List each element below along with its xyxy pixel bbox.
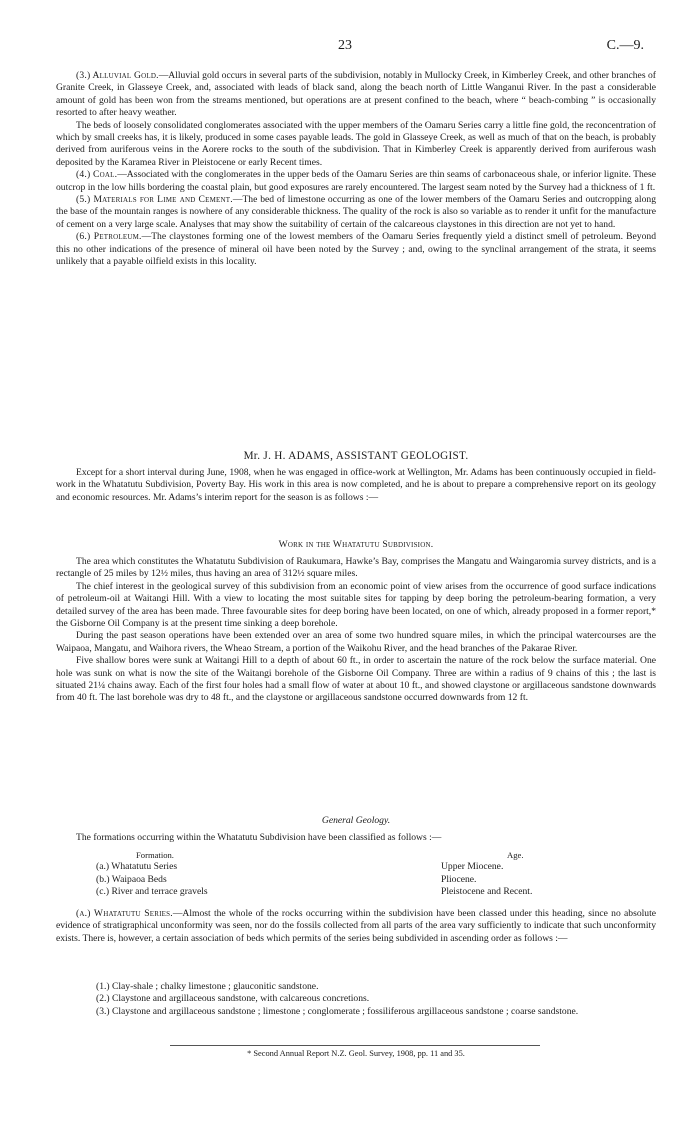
list-item: (2.) Claystone and argillaceous sandstone, with calcareous concretions. — [96, 993, 370, 1005]
column-header-formation: Formation. — [136, 850, 174, 860]
formations-table — [96, 849, 532, 899]
paragraph-adams-intro: Except for a short interval during June, 1908, when he was engaged in office-work at Wellington, Mr. Adams has been continuously occupied in field-work in the Whatatutu Subdivision, Poverty Bay. His work in this area is now completed, and he is about to prepare a comprehensive report on its geology and economic resources. Mr. Adams’s interim report for the season is as follows :— — [56, 467, 656, 503]
paragraph-whatatutu-series — [56, 908, 656, 945]
subsection-title-work: Work in the Whatatutu Subdivision. — [278, 539, 434, 550]
paragraph-petroleum-indications: The chief interest in the geological survey of this subdivision from an economic point of view arises from the occurrence of good surface indications of petroleum-oil at Waitangi Hill. With a view to locating the most suitable sites for tapping by deep boring the petroleum-bearing formation, a very detailed survey of the area has been made. Three favourable sites for deep boring have been located, on one of which, already proposed in a former report,* the Gisborne Oil Company is at the present time sinking a deep borehole. — [56, 580, 656, 630]
age-cell — [441, 874, 532, 886]
mineral-resources-section — [56, 70, 656, 269]
formation-age: Pliocene. — [441, 873, 477, 885]
heading-petroleum: (6.) Petroleum. — [76, 231, 142, 243]
adams-intro — [56, 467, 656, 504]
heading-alluvial-gold: (3.) Alluvial Gold. — [76, 70, 159, 81]
table-row — [96, 886, 532, 898]
text-lime-cement: —The bed of limestone occurring as one of the lower members of the Oamaru Series and outcropping along the base of the mountain ranges is nowhere of any considerable thickness. The quality of the rock is also so variable as to render it unfit for the manufacture of cement on a very large scale. Analyses that may show the suitability of certain of the calcareous claystones in this direction are not yet to hand. — [56, 194, 656, 230]
table-row — [96, 874, 532, 886]
age-cell — [441, 861, 532, 873]
table-header-row — [96, 849, 532, 861]
paragraph-geology-intro: The formations occurring within the Whatatutu Subdivision have been classified as follows :— — [76, 832, 442, 843]
beds-list — [96, 981, 656, 1018]
text-petroleum: —The claystones forming one of the lowest members of the Oamaru Series frequently yield a distinct smell of petroleum. Beyond this no other indications of the presence of mineral oil have been noted by the Survey ; and, owing to the synclinal arrangement of the strata, it seems unlikely that a payable oilfield exists in this locality. — [56, 231, 656, 268]
text-alluvial-gold: —Alluvial gold occurs in several parts of the subdivision, notably in Mullocky Creek, in Kimberley Creek, and other branches of Granite Creek, in Glasseye Creek, and, associated with leads of black sand, along the beach north of Little Wanganui River. In the past a considerable amount of gold has been won from the streams mentioned, but operations are at present confined to the beach, where “ beach-combing ” is occasionally resorted to after heavy weather. — [56, 70, 656, 119]
age-cell — [441, 886, 532, 898]
paragraph-area: The area which constitutes the Whatatutu Subdivision of Raukumara, Hawke’s Bay, comprises the Mangatu and Waingaromia survey districts, and is a rectangle of 25 miles by 12½ miles, thus having an area of 312½ square miles. — [56, 556, 656, 580]
formation-name: (c.) River and terrace gravels — [96, 886, 208, 898]
footnote: * Second Annual Report N.Z. Geol. Survey, 1908, pp. 11 and 35. — [247, 1049, 465, 1058]
document-reference: C.—9. — [606, 38, 644, 53]
paragraph-operations: During the past season operations have been extended over an area of some two hundred square miles, in which the principal watercourses are the Waipaoa, Mangatu, and Waihora rivers, the Wheao Stream, a portion of the Waikohu River, and the head branches of the Pakarae River. — [56, 630, 656, 654]
list-item: (3.) Claystone and argillaceous sandstone ; limestone ; conglomerate ; fossiliferous argillaceous sandstone ; coarse sandstone. — [96, 1005, 579, 1017]
heading-coal: (4.) Coal. — [76, 169, 118, 181]
paragraph-petroleum — [56, 231, 656, 268]
formation-cell — [96, 861, 441, 873]
formation-cell — [96, 874, 441, 886]
formation-cell — [96, 886, 441, 898]
paragraph-alluvial-gold — [56, 70, 656, 120]
paragraph-bores: Five shallow bores were sunk at Waitangi Hill to a depth of about 60 ft., in order to ascertain the nature of the rock below the surface material. One hole was sunk on what is now the site of the Waitangi borehole of the Gisborne Oil Company. Three are within a radius of 9 chains of this ; the last is situated 21¼ chains away. Each of the first four holes had a small flow of water at about 10 ft., and showed claystone or argillaceous sandstone downwards from 40 ft. The last borehole was dry to 48 ft., and the claystone or argillaceous sandstone occurred downwards from 12 ft. — [56, 655, 656, 704]
section-title-adams: Mr. J. H. ADAMS, ASSISTANT GEOLOGIST. — [243, 450, 469, 462]
geology-intro — [56, 832, 656, 844]
paragraph-coal — [56, 169, 656, 194]
heading-whatatutu-series: (a.) Whatatutu Series. — [76, 908, 173, 919]
formation-age: Upper Miocene. — [441, 861, 504, 873]
paragraph-lime-cement — [56, 194, 656, 231]
formation-age: Pleistocene and Recent. — [441, 886, 533, 898]
footnote-divider — [170, 1045, 540, 1046]
subsection-title-general-geology: General Geology. — [321, 815, 391, 826]
text-whatatutu-series: —Almost the whole of the rocks occurring within the subdivision have been classed under this heading, since no absolute evidence of stratigraphical unconformity was seen, nor do the fossils collected from all parts of the area vary sufficiently to indicate that such unconformity exists. There is, however, a certain association of beds which permits of the series being subdivided in ascending order as follows :— — [56, 908, 657, 944]
table-row — [96, 861, 532, 873]
list-item: (1.) Clay-shale ; chalky limestone ; glauconitic sandstone. — [96, 981, 319, 992]
heading-lime-cement: (5.) Materials for Lime and Cement. — [76, 194, 233, 206]
text-coal: —Associated with the conglomerates in the upper beds of the Oamaru Series are thin seams of carbonaceous shale, or inferior lignite. These outcrop in the low hills bordering the coastal plain, but good exposures are rarely encountered. The largest seam noted by the Survey had a thickness of 1 ft. — [56, 169, 657, 193]
whatatutu-series-section — [56, 908, 656, 945]
paragraph-conglomerate-gold: The beds of loosely consolidated conglomerates associated with the upper members of the Oamaru Series carry a little fine gold, the reconcentration of which by small creeks has, it is likely, produced in some cases payable leads. The gold in Glasseye Creek, as well as much of that on the beach, is probably derived from auriferous veins in the Aorere rocks to the south of the subdivision. That in Kimberley Creek is apparently derived from auriferous wash deposited by the Karamea River in Pleistocene or early Recent times. — [56, 119, 656, 168]
work-section — [56, 556, 656, 705]
formation-name: (a.) Whatatutu Series — [96, 861, 178, 873]
column-header-age: Age. — [507, 850, 524, 860]
formation-name: (b.) Waipaoa Beds — [96, 873, 167, 885]
page-number: 23 — [338, 38, 352, 53]
